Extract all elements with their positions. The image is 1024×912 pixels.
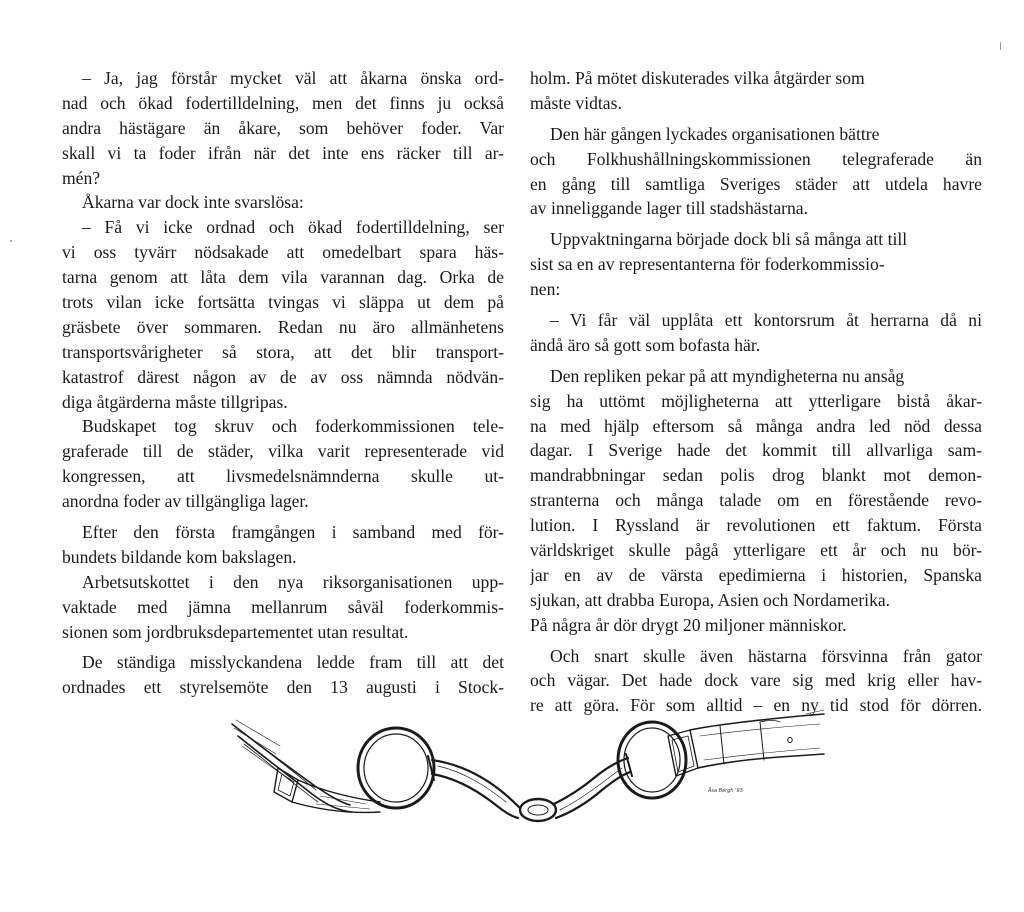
text-line: lution. I Ryssland är revolutionen ett faktum. Första: [530, 515, 982, 536]
text-line: Uppvaktningarna började dock bli så många att till: [550, 229, 908, 250]
text-line: – Vi får väl upplåta ett kontorsrum åt herrarna då ni: [550, 310, 982, 331]
text-line: vaktade med jämna mellanrum såväl foderkommis-: [62, 596, 504, 617]
text-line: mandrabbningar sedan polis drog blankt mot demon-: [530, 465, 982, 486]
text-line: jar en av de värsta epedimierna i historien, Spanska: [530, 564, 982, 585]
text-line: Den repliken pekar på att myndigheterna nu ansåg: [550, 365, 905, 386]
text-line: skall vi ta foder ifrån när det inte ens räcker till ar-: [62, 142, 504, 163]
text-line: bundets bildande kom bakslagen.: [62, 546, 297, 567]
text-line: Och snart skulle även hästarna försvinna från gator: [550, 645, 982, 666]
text-line: Efter den första framgången i samband med för-: [82, 522, 504, 543]
text-line: – Ja, jag förstår mycket väl att åkarna önska ord-: [82, 68, 504, 88]
paper-speck: [1000, 42, 1001, 50]
paper-speck: [10, 240, 12, 242]
text-line: en gång till samtliga Sveriges städer att utdela havre: [530, 173, 982, 194]
horse-bit-illustration: [220, 706, 830, 846]
text-line: sionen som jordbruksdepartementet utan resultat.: [62, 621, 409, 642]
text-line: och Folkhushållningskommissionen telegraferade än: [530, 148, 982, 169]
text-line: trots vilan icke fortsätta tvingas vi släppa ut dem på: [62, 292, 504, 313]
text-line: Åkarna var dock inte svarslösa:: [82, 192, 304, 213]
text-line: sjukan, att drabba Europa, Asien och Nordamerika.: [530, 589, 891, 610]
left-bit-ring: [358, 728, 434, 808]
text-line: na med hjälp eftersom så många andra led nöd dessa: [530, 415, 982, 436]
text-line: re att göra. För som alltid – en ny tid stod för dörren.: [530, 695, 982, 716]
text-line: katastrof därest någon av de av oss nämnda nödvän-: [62, 366, 504, 387]
text-line: Budskapet tog skruv och foderkommissionen tele-: [82, 416, 504, 437]
text-line: diga åtgärderna måste tillgripas.: [62, 391, 288, 412]
left-text-column: [62, 66, 504, 700]
text-line: mén?: [62, 167, 101, 188]
text-line: nen:: [530, 279, 561, 300]
text-line: ordnades ett styrelsemöte den 13 augusti i Stock-: [62, 677, 504, 698]
text-line: dagar. I Sverige hade det kommit till allvarliga sam-: [530, 440, 982, 461]
text-line: – Få vi icke ordnad och ökad fodertilldelning, ser: [82, 217, 504, 238]
text-line: tarna genom att låta dem vila varannan dag. Orka de: [62, 267, 504, 288]
text-line: holm. På mötet diskuterades vilka åtgärder som: [530, 68, 865, 88]
text-line: vi oss tyvärr nödsakade att omedelbart spara häs-: [62, 242, 504, 263]
mouthpiece: [428, 754, 632, 821]
text-line: På några år dör drygt 20 miljoner människor.: [530, 614, 847, 635]
text-line: sist sa en av representanterna för foderkommissio-: [530, 254, 885, 275]
text-line: Arbetsutskottet i den nya riksorganisationen upp-: [82, 571, 504, 592]
text-line: måste vidtas.: [530, 92, 622, 113]
text-line: nad och ökad fodertilldelning, men det finns ju också: [62, 92, 504, 113]
text-line: kongressen, att livsmedelsnämnderna skulle ut-: [62, 466, 504, 487]
text-line: Den här gången lyckades organisationen bättre: [550, 123, 880, 144]
text-line: De ständiga misslyckandena ledde fram till att det: [82, 652, 504, 673]
right-leather-strap: [668, 710, 824, 776]
text-line: sig ha uttömt möjligheterna att ytterligare bistå åkar-: [530, 390, 982, 411]
text-line: ändå äro så gott som bofasta här.: [530, 334, 761, 355]
text-line: stranterna och många talade om en förestående revo-: [530, 490, 982, 511]
text-line: av inneliggande lager till stadshästarna.: [530, 198, 808, 219]
artist-signature: Åsa Bergh '93: [708, 788, 743, 794]
text-line: transportsvårigheter så stora, att det blir transport-: [62, 341, 504, 362]
text-line: graferade till de städer, vilka varit representerade vid: [62, 441, 504, 462]
text-line: gräsbete över sommaren. Redan nu äro allmänhetens: [62, 316, 504, 337]
text-line: världskriget skulle pågå ytterligare ett år och nu bör-: [530, 540, 982, 561]
right-text-column: [530, 66, 982, 718]
text-line: och vägar. Det hade dock vare sig med krig eller hav-: [530, 670, 982, 691]
text-line: anordna foder av tillgängliga lager.: [62, 491, 309, 512]
text-line: andra hästägare än åkare, som behöver foder. Var: [62, 117, 504, 138]
